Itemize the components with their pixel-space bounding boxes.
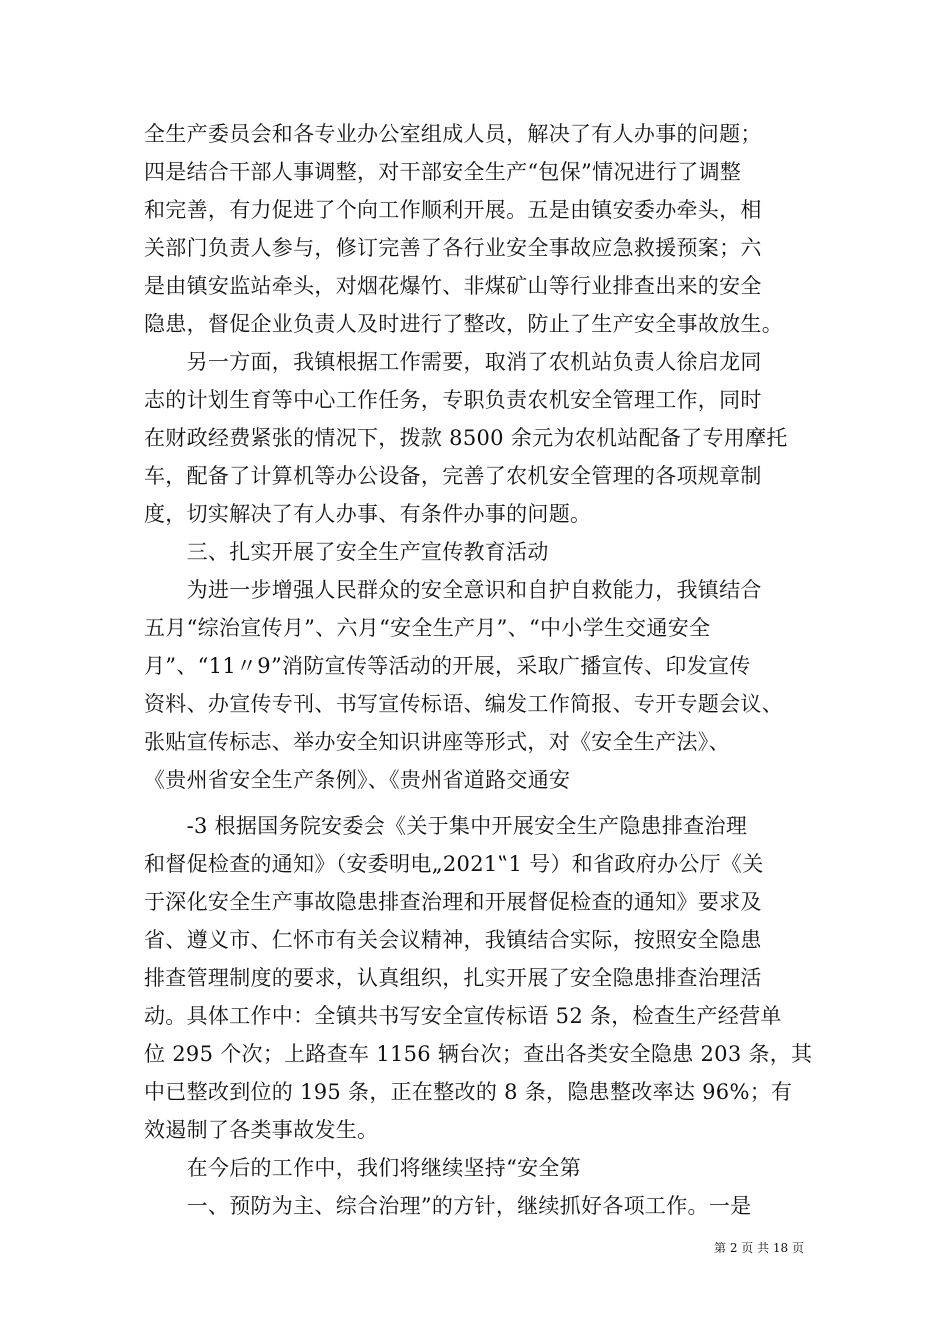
text-line: 四是结合干部人事调整，对干部安全生产“包保”情况进行了调整 bbox=[144, 160, 742, 184]
section-heading: 三、扎实开展了安全生产宣传教育活动 bbox=[144, 540, 549, 564]
text-line: 和督促检查的通知》（安委明电„2021‟1 号）和省政府办公厅《关 bbox=[144, 852, 764, 876]
text-line: 中已整改到位的 195 条，正在整改的 8 条，隐患整改率达 96%；有 bbox=[144, 1080, 793, 1104]
text-line: 效遏制了各类事故发生。 bbox=[144, 1118, 379, 1142]
text-line: 全生产委员会和各专业办公室组成人员，解决了有人办事的问题； bbox=[144, 122, 762, 146]
text-line: 五月“综治宣传月”、六月“安全生产月”、“中小学生交通安全 bbox=[144, 616, 711, 640]
text-line: 另一方面，我镇根据工作需要，取消了农机站负责人徐启龙同 bbox=[144, 350, 762, 374]
text-line: 张贴宣传标志、举办安全知识讲座等形式，对《安全生产法》、 bbox=[144, 730, 730, 754]
text-line: 关部门负责人参与，修订完善了各行业安全事故应急救援预案；六 bbox=[144, 236, 762, 260]
text-line: 省、遵义市、仁怀市有关会议精神，我镇结合实际，按照安全隐患 bbox=[144, 928, 762, 952]
text-line: 资料、办宣传专刊、书写宣传标语、编发工作简报、专开专题会议、 bbox=[144, 692, 783, 716]
page-number: 第 2 页 共 18 页 bbox=[714, 1241, 804, 1255]
text-line: 度，切实解决了有人办事、有条件办事的问题。 bbox=[144, 502, 592, 526]
text-line: 《贵州省安全生产条例》、《贵州省道路交通安 bbox=[144, 768, 571, 792]
text-line: 在今后的工作中，我们将继续坚持“安全第 bbox=[144, 1156, 582, 1180]
text-line: -3 根据国务院安委会《关于集中开展安全生产隐患排查治理 bbox=[144, 814, 748, 838]
text-line: 于深化安全生产事故隐患排查治理和开展督促检查的通知》要求及 bbox=[144, 890, 762, 914]
text-line: 一、预防为主、综合治理”的方针，继续抓好各项工作。一是 bbox=[144, 1194, 752, 1218]
text-line: 在财政经费紧张的情况下，拨款 8500 余元为农机站配备了专用摩托 bbox=[144, 426, 788, 450]
text-line: 隐患，督促企业负责人及时进行了整改，防止了生产安全事故放生。 bbox=[144, 312, 783, 336]
text-line: 位 295 个次；上路查车 1156 辆台次；查出各类安全隐患 203 条，其 bbox=[144, 1042, 813, 1066]
text-line: 为进一步增强人民群众的安全意识和自护自救能力，我镇结合 bbox=[144, 578, 762, 602]
text-line: 车，配备了计算机等办公设备，完善了农机安全管理的各项规章制 bbox=[144, 464, 762, 488]
text-line: 月”、“11〃9”消防宣传等活动的开展，采取广播宣传、印发宣传 bbox=[144, 654, 751, 678]
text-line: 和完善，有力促进了个向工作顺利开展。五是由镇安委办牵头，相 bbox=[144, 198, 762, 222]
text-line: 排查管理制度的要求，认真组织，扎实开展了安全隐患排查治理活 bbox=[144, 966, 762, 990]
text-line: 是由镇安监站牵头，对烟花爆竹、非煤矿山等行业排查出来的安全 bbox=[144, 274, 762, 298]
text-line: 志的计划生育等中心工作任务，专职负责农机安全管理工作，同时 bbox=[144, 388, 762, 412]
text-line: 动。具体工作中：全镇共书写安全宣传标语 52 条，检查生产经营单 bbox=[144, 1004, 782, 1028]
